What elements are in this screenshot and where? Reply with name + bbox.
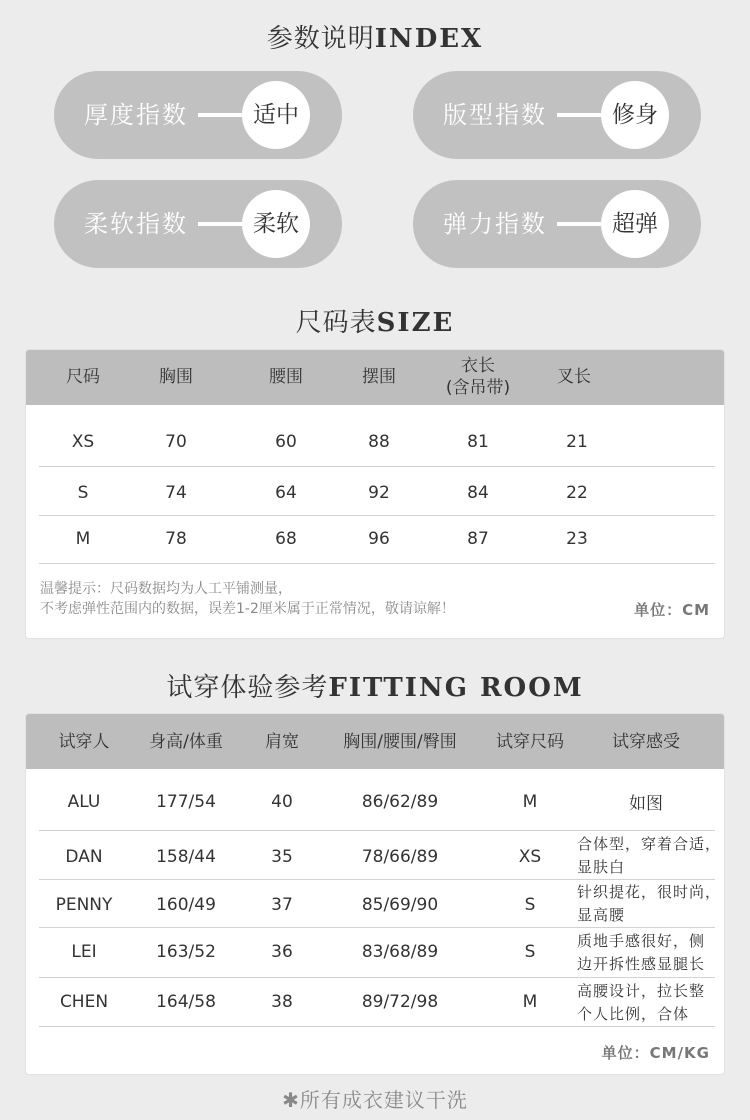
size-cell: 70 bbox=[165, 432, 187, 452]
size-title-en: SIZE bbox=[376, 308, 455, 338]
fitting-measurements: 83/68/89 bbox=[361, 942, 439, 962]
index-pill-label: 厚度指数 bbox=[84, 101, 188, 129]
fitting-name: PENNY bbox=[55, 895, 113, 915]
fitting-title bbox=[0, 667, 750, 704]
size-cell: 60 bbox=[275, 432, 297, 452]
fitting-header-height-weight: 身高/体重 bbox=[149, 732, 223, 752]
fitting-header-shoulder: 肩宽 bbox=[265, 732, 299, 752]
fitting-height-weight: 177/54 bbox=[156, 792, 216, 812]
fitting-shoulder: 36 bbox=[271, 942, 293, 962]
fitting-measurements: 85/69/90 bbox=[361, 895, 439, 915]
fitting-header-measurements: 胸围/腰围/臀围 bbox=[343, 732, 457, 752]
fitting-size: M bbox=[522, 992, 538, 1012]
size-table bbox=[25, 349, 725, 639]
fitting-feeling-line1: 合体型，穿着合适， bbox=[577, 835, 722, 853]
fitting-name: DAN bbox=[65, 847, 103, 867]
fitting-height-weight: 158/44 bbox=[156, 847, 216, 867]
size-cell: XS bbox=[71, 432, 95, 452]
fitting-feeling-line1: 质地手感很好，侧 bbox=[577, 932, 706, 950]
size-title-cn: 尺码表 bbox=[295, 308, 377, 338]
size-header-waist: 腰围 bbox=[269, 367, 303, 387]
fitting-measurements: 89/72/98 bbox=[361, 992, 439, 1012]
index-title-en: INDEX bbox=[374, 24, 484, 54]
fitting-title-cn: 试穿体验参考 bbox=[166, 673, 329, 703]
row-divider bbox=[39, 927, 715, 928]
size-header-rise: 叉长 bbox=[557, 367, 591, 387]
size-header-length-note: (含吊带) bbox=[445, 378, 511, 398]
fitting-measurements: 78/66/89 bbox=[361, 847, 439, 867]
size-note-line1: 温馨提示：尺码数据均为人工平铺测量， bbox=[40, 581, 292, 597]
fitting-feeling-line2: 边开拆性感显腿长 bbox=[577, 955, 706, 973]
fitting-shoulder: 40 bbox=[271, 792, 293, 812]
size-cell: 81 bbox=[467, 432, 489, 452]
fitting-size: S bbox=[524, 895, 536, 915]
size-cell: M bbox=[75, 529, 91, 549]
row-divider bbox=[39, 977, 715, 978]
fitting-size: XS bbox=[518, 847, 542, 867]
size-unit: 单位：CM bbox=[634, 601, 710, 619]
size-cell: 68 bbox=[275, 529, 297, 549]
index-pill-label: 弹力指数 bbox=[443, 210, 547, 238]
size-cell: 74 bbox=[165, 483, 187, 503]
index-pill-value: 柔软 bbox=[242, 190, 310, 258]
row-divider bbox=[39, 879, 715, 880]
index-pill-value: 适中 bbox=[242, 81, 310, 149]
index-title bbox=[0, 18, 750, 55]
size-title bbox=[0, 302, 750, 339]
fitting-feeling-line2: 显肤白 bbox=[577, 858, 626, 876]
row-divider bbox=[39, 830, 715, 831]
fitting-table-header bbox=[26, 714, 725, 769]
size-cell: 96 bbox=[368, 529, 390, 549]
fitting-measurements: 86/62/89 bbox=[361, 792, 439, 812]
row-divider bbox=[39, 563, 715, 564]
row-divider bbox=[39, 466, 715, 467]
fitting-header-size: 试穿尺码 bbox=[496, 732, 564, 752]
size-cell: 22 bbox=[566, 483, 588, 503]
size-header-length: 衣长 bbox=[461, 356, 495, 376]
fitting-shoulder: 37 bbox=[271, 895, 293, 915]
index-pill-softness bbox=[54, 180, 342, 268]
index-pill-connector bbox=[198, 222, 246, 226]
fitting-shoulder: 38 bbox=[271, 992, 293, 1012]
size-header-hem: 摆围 bbox=[362, 367, 396, 387]
size-cell: 78 bbox=[165, 529, 187, 549]
fitting-name: LEI bbox=[71, 942, 97, 962]
index-pill-label: 柔软指数 bbox=[84, 210, 188, 238]
size-cell: 84 bbox=[467, 483, 489, 503]
fitting-feeling-line1: 针织提花，很时尚， bbox=[577, 883, 722, 901]
index-pill-elasticity bbox=[413, 180, 701, 268]
size-note-line2: 不考虑弹性范围内的数据，误差1-2厘米属于正常情况，敬请谅解！ bbox=[40, 601, 455, 617]
size-header-bust: 胸围 bbox=[159, 367, 193, 387]
index-pill-connector bbox=[198, 113, 246, 117]
fitting-feeling-line1: 高腰设计，拉长整 bbox=[577, 982, 706, 1000]
index-pill-connector bbox=[557, 222, 605, 226]
fitting-height-weight: 164/58 bbox=[156, 992, 216, 1012]
fitting-name: ALU bbox=[67, 792, 101, 812]
fitting-feeling: 如图 bbox=[629, 794, 663, 814]
index-pill-fit bbox=[413, 71, 701, 159]
index-pill-connector bbox=[557, 113, 605, 117]
fitting-unit: 单位：CM/KG bbox=[601, 1044, 710, 1062]
fitting-shoulder: 35 bbox=[271, 847, 293, 867]
size-cell: 21 bbox=[566, 432, 588, 452]
row-divider bbox=[39, 515, 715, 516]
fitting-height-weight: 160/49 bbox=[156, 895, 216, 915]
fitting-table bbox=[25, 713, 725, 1075]
size-cell: 88 bbox=[368, 432, 390, 452]
fitting-feeling-line2: 个人比例，合体 bbox=[577, 1005, 690, 1023]
fitting-title-en: FITTING ROOM bbox=[328, 673, 584, 703]
size-cell: 92 bbox=[368, 483, 390, 503]
size-table-header bbox=[26, 350, 725, 405]
index-title-cn: 参数说明 bbox=[266, 24, 375, 54]
size-cell: S bbox=[77, 483, 89, 503]
index-pill-value: 修身 bbox=[601, 81, 669, 149]
index-pill-label: 版型指数 bbox=[443, 101, 547, 129]
size-cell: 87 bbox=[467, 529, 489, 549]
index-pill-value: 超弹 bbox=[601, 190, 669, 258]
size-cell: 64 bbox=[275, 483, 297, 503]
fitting-header-person: 试穿人 bbox=[58, 732, 110, 752]
footer-care-note: ✱所有成衣建议干洗 bbox=[282, 1088, 468, 1112]
fitting-name: CHEN bbox=[59, 992, 109, 1012]
row-divider bbox=[39, 1026, 715, 1027]
fitting-header-feeling: 试穿感受 bbox=[612, 732, 680, 752]
fitting-size: S bbox=[524, 942, 536, 962]
index-pill-thickness bbox=[54, 71, 342, 159]
size-header-size: 尺码 bbox=[66, 367, 100, 387]
fitting-feeling-line2: 显高腰 bbox=[577, 906, 626, 924]
size-cell: 23 bbox=[566, 529, 588, 549]
fitting-size: M bbox=[522, 792, 538, 812]
fitting-height-weight: 163/52 bbox=[156, 942, 216, 962]
